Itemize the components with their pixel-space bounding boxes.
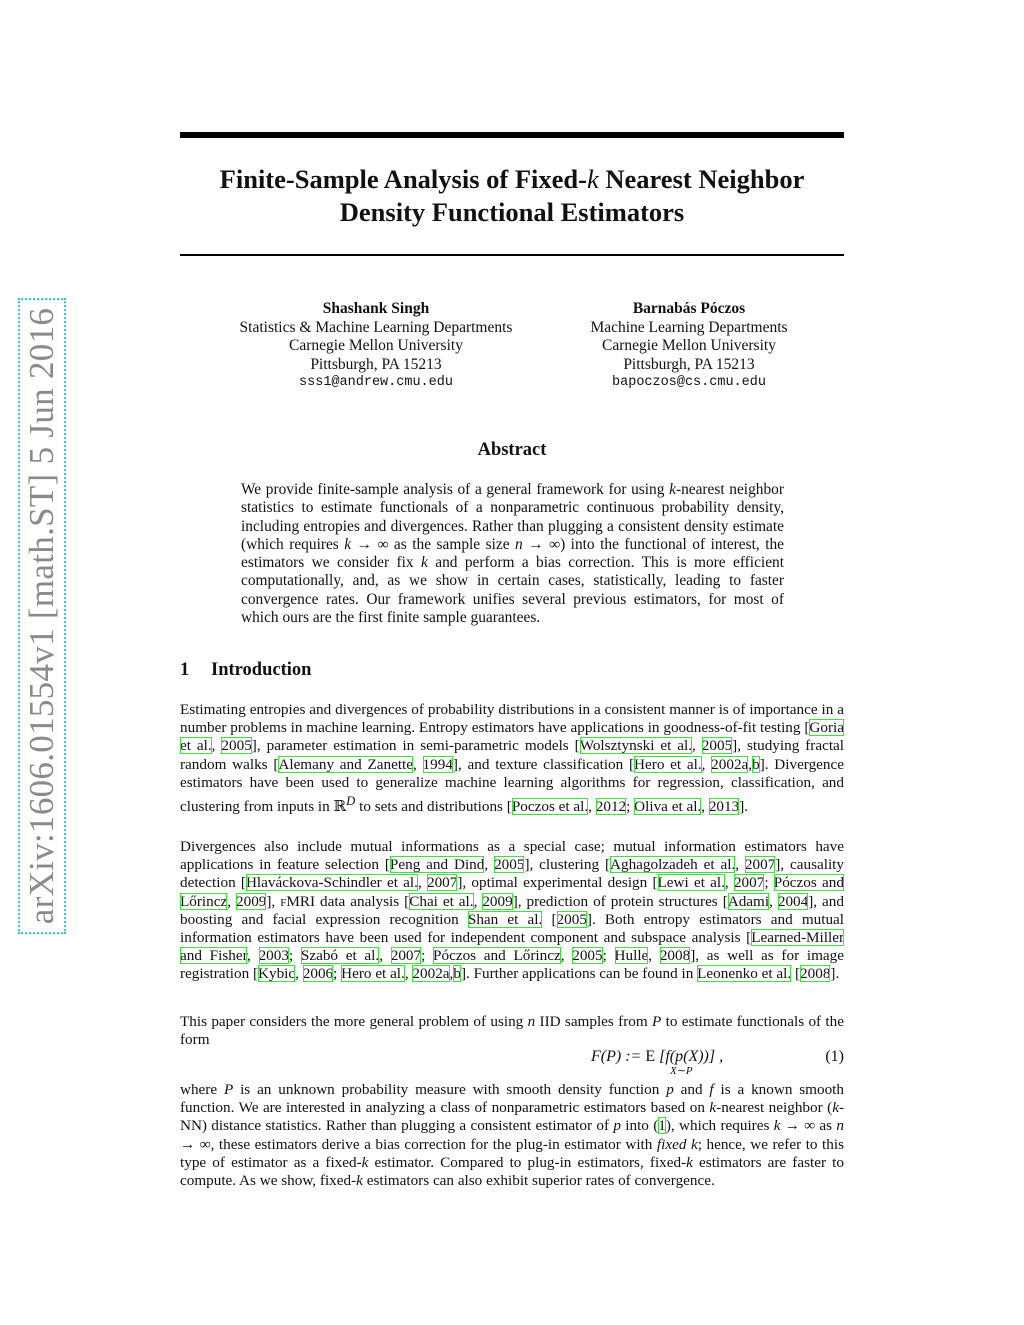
- citation-link[interactable]: 2012: [595, 798, 627, 816]
- citation-link[interactable]: Wolsztynski et al.: [579, 737, 693, 755]
- author-email: sss1@andrew.cmu.edu: [299, 375, 453, 390]
- citation-link[interactable]: Kybic: [258, 965, 296, 983]
- citation-link[interactable]: Adami: [727, 892, 770, 910]
- citation-link[interactable]: 2008: [800, 965, 831, 983]
- citation-link[interactable]: Lewi et al.: [657, 874, 725, 892]
- author-block-1: [214, 300, 538, 393]
- title-top-rule: [180, 132, 844, 138]
- author-name: Barnabás Póczos: [632, 300, 746, 317]
- citation-link[interactable]: 2007: [733, 874, 765, 892]
- author-city: Pittsburgh, PA 15213: [623, 355, 755, 373]
- arxiv-stamp[interactable]: arXiv:1606.01554v1 [math.ST] 5 Jun 2016: [18, 298, 66, 934]
- citation-link[interactable]: Peng and Dind: [389, 856, 485, 874]
- citation-link[interactable]: 2005: [221, 737, 252, 755]
- citation-link[interactable]: 2009: [236, 892, 267, 910]
- citation-link[interactable]: Hero et al.: [341, 965, 405, 983]
- fmri-term: fMRI: [280, 892, 316, 910]
- paper-title: [180, 163, 844, 229]
- section-heading: [180, 660, 311, 681]
- author-email: bapoczos@cs.cmu.edu: [612, 375, 766, 390]
- author-univ: Carnegie Mellon University: [602, 337, 776, 354]
- citation-link[interactable]: 2002a: [412, 965, 450, 983]
- citation-link[interactable]: 2009: [482, 892, 513, 910]
- citation-link[interactable]: Hulle: [614, 947, 649, 965]
- citation-link[interactable]: 1994: [422, 755, 453, 773]
- intro-paragraph-3: This paper considers the more general problem of using n IID samples from P to estimate functionals of the form: [180, 1013, 844, 1049]
- citation-link[interactable]: 2008: [659, 947, 691, 965]
- citation-link[interactable]: Shan et al.: [467, 910, 543, 928]
- equation-subscript: X∼P: [670, 1065, 693, 1077]
- equation-body: F(P) := E [f(p(X))] ,: [591, 1048, 724, 1065]
- author-univ: Carnegie Mellon University: [289, 337, 463, 354]
- citation-link[interactable]: Goria et al.: [180, 719, 844, 755]
- intro-paragraph-2: Divergences also include mutual informations as a special case; mutual information estimators have applications in feature selection [Peng and Dind, 2005], clustering [Aghagolzadeh et al., 2007], causality detection [Hlaváckova-Schindler et al., 2007], optimal experimental design [Lewi et al., 2007; Póczos and Lőrincz, 2009], fMRI data analysis [Chai et al., 2009], prediction of protein structures [Adami, 2004], and boosting and facial expression recognition Shan et al. [2005]. Both entropy estimators and mutual information estimators have been used for independent component and subspace analysis [Learned-Miller and Fisher, 2003; Szabó et al., 2007; Póczos and Lőrincz, 2005; Hulle, 2008], as well as for image registration [Kybic, 2006; Hero et al., 2002a,b]. Further applications can be found in Leonenko et al. [2008].: [180, 838, 845, 983]
- citation-link[interactable]: 2003: [258, 947, 289, 965]
- intro-paragraph-4: where P is an unknown probability measure with smooth density function p and f is a known smooth function. We are interested in analyzing a class of nonparametric estimators based on k-nearest neighbor (k-NN) distance statistics. Rather than plugging a consistent estimator of p into (1), which requires k → ∞ as n → ∞, these estimators derive a bias correction for the plug-in estimator with fixed k; hence, we refer to this type of estimator as a fixed-k estimator. Compared to plug-in estimators, fixed-k estimators are faster to compute. As we show, fixed-k estimators can also exhibit superior rates of convergence.: [180, 1081, 845, 1190]
- title-line2: Density Functional Estimators: [339, 197, 685, 227]
- citation-link[interactable]: Oliva et al.: [634, 798, 702, 816]
- equation-ref-link[interactable]: 1: [658, 1117, 666, 1135]
- author-dept: Statistics & Machine Learning Departments: [239, 318, 513, 336]
- citation-link[interactable]: Hero et al.: [634, 755, 702, 773]
- title-line1-end: Nearest Neighbor: [598, 164, 805, 194]
- intro-paragraph-1: Estimating entropies and divergences of probability distributions in a consistent manner is of importance in a number problems in machine learning. Entropy estimators have applications in goodness-of-fit testing [Goria et al., 2005], parameter estimation in semi-parametric models [Wolsztynski et al., 2005], studying fractal random walks [Alemany and Zanette, 1994], and texture classification [Hero et al., 2002a,b]. Divergence estimators have been used to generalize machine learning algorithms for regression, classification, and clustering from inputs in ℝ$^D$ to sets and distributions [Poczos et al., 2012; Oliva et al., 2013].: [180, 701, 845, 816]
- citation-link[interactable]: 2007: [390, 947, 422, 965]
- expectation-symbol: E: [645, 1048, 656, 1065]
- citation-link[interactable]: 2006: [302, 965, 334, 983]
- citation-link[interactable]: 2004: [777, 892, 809, 910]
- citation-link[interactable]: 2013: [708, 798, 740, 816]
- section-number: 1: [180, 660, 190, 680]
- citation-link[interactable]: 2005: [701, 737, 733, 755]
- title-k: k: [586, 164, 599, 194]
- author-name: Shashank Singh: [322, 300, 430, 317]
- citation-link[interactable]: Alemany and Zanette: [278, 755, 413, 773]
- title-bottom-rule: [180, 254, 844, 256]
- citation-link[interactable]: 2007: [426, 874, 458, 892]
- citation-link[interactable]: Chai et al.: [409, 892, 474, 910]
- citation-link[interactable]: 2007: [744, 856, 776, 874]
- equation-number: (1): [825, 1048, 844, 1065]
- citation-link[interactable]: 2005: [494, 856, 525, 874]
- abstract-text: We provide finite-sample analysis of a general framework for using k-nearest neighbor statistics to estimate functionals of a nonparametric continuous probability density, including entropies and divergences. Rather than plugging a consistent density estimate (which requires k → ∞ as the sample size n → ∞) into the functional of interest, the estimators we consider fix k and perform a bias correction. This is more efficient computationally, and, as we show in certain cases, statistically, leading to faster convergence rates. Our framework unifies several previous estimators, for most of which ours are the first finite sample guarantees.: [241, 481, 785, 627]
- citation-link[interactable]: 2002a: [711, 755, 749, 773]
- title-line1-start: Finite-Sample Analysis of Fixed-: [219, 164, 587, 194]
- citation-link[interactable]: 2005: [572, 947, 603, 965]
- citation-link[interactable]: Poczos et al.: [511, 798, 589, 816]
- citation-link[interactable]: Póczos and Lőrincz: [433, 947, 561, 965]
- citation-link[interactable]: Learned-Miller and Fisher: [180, 929, 844, 965]
- citation-link[interactable]: Hlaváckova-Schindler et al.: [245, 874, 418, 892]
- citation-link[interactable]: Aghagolzadeh et al.: [610, 856, 736, 874]
- citation-link[interactable]: b: [453, 965, 461, 983]
- author-block-2: [556, 300, 822, 393]
- citation-link[interactable]: Leonenko et al.: [697, 965, 792, 983]
- citation-link[interactable]: 2005: [556, 910, 587, 928]
- citation-link[interactable]: Szabó et al.: [300, 947, 380, 965]
- author-dept: Machine Learning Departments: [590, 318, 788, 336]
- citation-link[interactable]: Póczos and Lőrincz: [180, 874, 844, 910]
- equation-1: [180, 1047, 844, 1079]
- abstract-heading: Abstract: [477, 440, 547, 460]
- real-space-symbol: ℝ: [333, 798, 347, 816]
- citation-link[interactable]: b: [752, 755, 760, 773]
- section-title: Introduction: [211, 660, 312, 680]
- author-city: Pittsburgh, PA 15213: [310, 355, 442, 373]
